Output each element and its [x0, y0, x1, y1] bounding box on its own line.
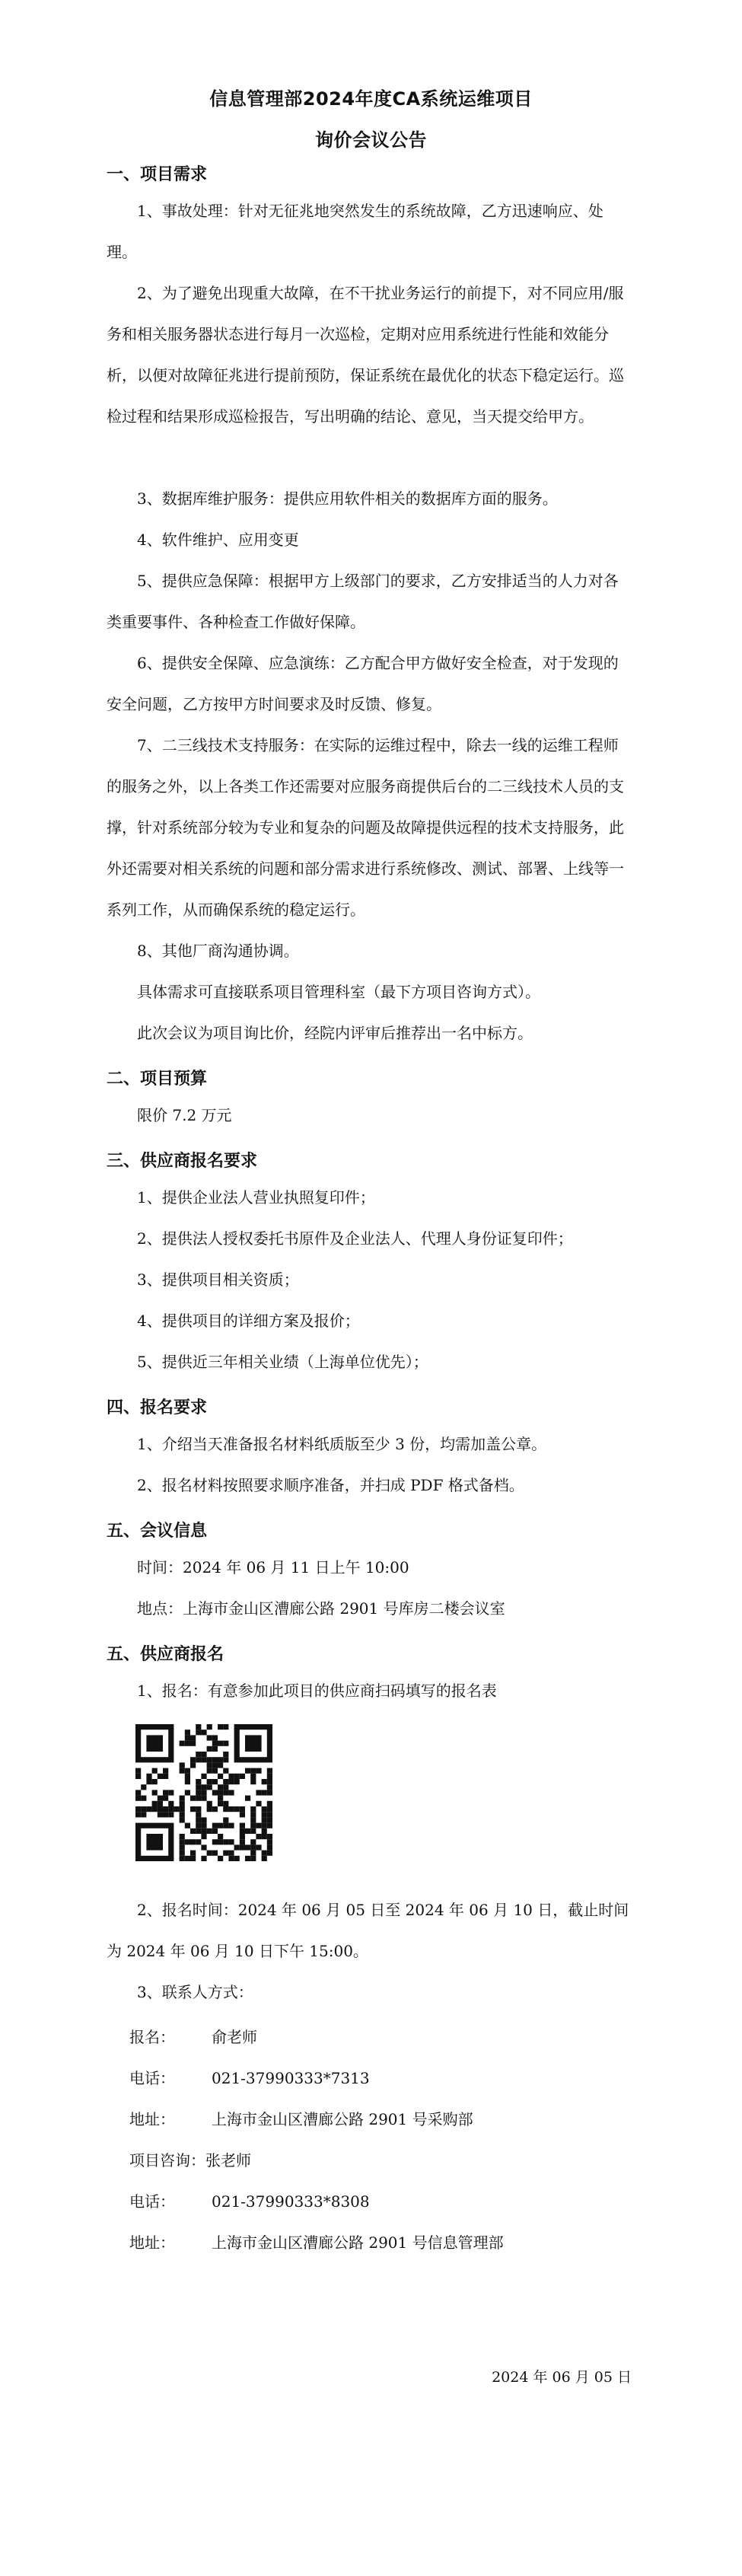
requirement-7: 7、二三线技术支持服务：在实际的运维过程中，除去一线的运维工程师的服务之外，以上各类工作还需要对应服务商提供后台的二三线技术人员的支撑，针对系统部分较为专业和复杂的问题及故障提供远程的技术支持服务，此外还需要对相关系统的问题和部分需求进行系统修改、测试、部署、上线等一系列工作，从而确保系统的稳定运行。 — [107, 736, 624, 919]
project-consult: 项目咨询：张老师 — [129, 2151, 251, 2170]
supplier-requirement-item: 4、提供项目的详细方案及报价； — [137, 1312, 360, 1330]
consult-phone-row — [129, 2189, 370, 2211]
contact-phone-label: 电话： — [129, 2069, 175, 2087]
requirement-1: 1、事故处理：针对无征兆地突然发生的系统故障，乙方迅速响应、处理。 — [107, 202, 603, 261]
contact-phone: 021-37990333*7313 — [212, 2069, 370, 2087]
section-heading-budget: 二、项目预算 — [107, 1070, 208, 1089]
registration-scan-note: 1、报名：有意参加此项目的供应商扫码填写的报名表 — [137, 1682, 497, 1700]
requirement-5: 5、提供应急保障：根据甲方上级部门的要求，乙方安排适当的人力对各类重要事件、各种检查工作做好保障。 — [107, 572, 619, 631]
consult-phone-label: 电话： — [129, 2192, 175, 2211]
requirement-4: 4、软件维护、应用变更 — [137, 531, 299, 549]
consult-phone: 021-37990333*8308 — [212, 2192, 370, 2211]
contact-phone-row — [129, 2066, 370, 2088]
contact-heading: 3、联系人方式： — [137, 1983, 253, 2001]
section-heading-meeting-info: 五、会议信息 — [107, 1522, 208, 1541]
requirement-6: 6、提供安全保障、应急演练：乙方配合甲方做好安全检查，对于发现的安全问题，乙方按甲方时间要求及时反馈、修复。 — [107, 654, 619, 713]
contact-address-row — [129, 2107, 473, 2129]
contact-address: 上海市金山区漕廊公路 2901 号采购部 — [212, 2110, 473, 2128]
consult-address-label: 地址： — [129, 2233, 175, 2252]
section-heading-registration-requirements: 四、报名要求 — [107, 1398, 208, 1417]
contact-name-row — [129, 2025, 257, 2047]
budget-limit: 限价 7.2 万元 — [137, 1106, 232, 1124]
project-consult-row — [129, 2148, 251, 2170]
supplier-requirement-item: 2、提供法人授权委托书原件及企业法人、代理人身份证复印件； — [137, 1229, 573, 1248]
registration-time: 2、报名时间：2024 年 06 月 05 日至 2024 年 06 月 10 日，截止时间为 2024 年 06 月 10 日下午 15:00。 — [107, 1901, 629, 1960]
section-heading-supplier-registration: 五、供应商报名 — [107, 1645, 225, 1664]
contact-name-label: 报名： — [129, 2028, 175, 2046]
requirement-2: 2、为了避免出现重大故障，在不干扰业务运行的前提下，对不同应用/服务和相关服务器状态进行每月一次巡检，定期对应用系统进行性能和效能分析，以便对故障征兆进行提前预防，保证系统在最优化的状态下稳定运行。巡检过程和结果形成巡检报告，写出明确的结论、意见，当天提交给甲方。 — [107, 284, 624, 426]
publish-date: 2024 年 06 月 05 日 — [492, 2369, 632, 2386]
contact-name: 俞老师 — [212, 2028, 257, 2046]
requirement-evaluation-note: 此次会议为项目询比价，经院内评审后推荐出一名中标方。 — [137, 1024, 533, 1042]
requirement-8: 8、其他厂商沟通协调。 — [137, 942, 299, 960]
section-heading-supplier-requirements: 三、供应商报名要求 — [107, 1152, 258, 1171]
registration-requirement-item: 1、介绍当天准备报名材料纸质版至少 3 份，均需加盖公章。 — [137, 1435, 547, 1453]
document-title: 信息管理部2024年度CA系统运维项目 — [209, 88, 533, 110]
consult-address-row — [129, 2230, 504, 2252]
meeting-place: 地点：上海市金山区漕廊公路 2901 号库房二楼会议室 — [137, 1599, 505, 1618]
registration-requirement-item: 2、报名材料按照要求顺序准备，并扫成 PDF 格式备档。 — [137, 1476, 524, 1494]
document-subtitle: 询价会议公告 — [315, 129, 427, 151]
supplier-requirement-item: 1、提供企业法人营业执照复印件； — [137, 1188, 375, 1207]
supplier-requirement-item: 3、提供项目相关资质； — [137, 1270, 299, 1289]
meeting-time: 时间：2024 年 06 月 11 日上午 10:00 — [137, 1558, 409, 1577]
consult-address: 上海市金山区漕廊公路 2901 号信息管理部 — [212, 2233, 504, 2252]
requirement-3: 3、数据库维护服务：提供应用软件相关的数据库方面的服务。 — [137, 489, 558, 508]
supplier-requirement-item: 5、提供近三年相关业绩（上海单位优先）； — [137, 1353, 428, 1371]
section-heading-requirements: 一、项目需求 — [107, 165, 208, 184]
contact-address-label: 地址： — [129, 2110, 175, 2128]
requirement-contact-note: 具体需求可直接联系项目管理科室（最下方项目咨询方式）。 — [137, 983, 540, 1001]
qr-code-icon[interactable] — [128, 1717, 280, 1869]
